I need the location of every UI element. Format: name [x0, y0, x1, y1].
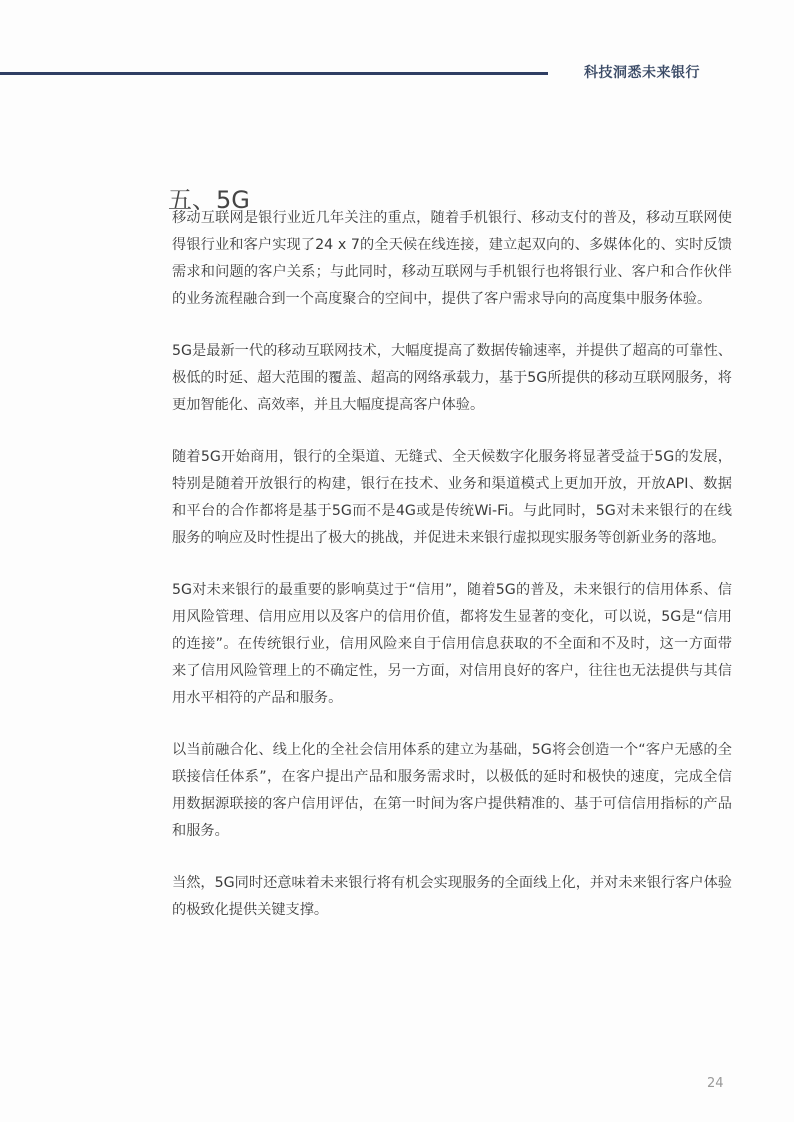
- paragraph: 以当前融合化、线上化的全社会信用体系的建立为基础，5G将会创造一个“客户无感的全联接信任体系”，在客户提出产品和服务需求时，以极低的延时和极快的速度，完成全信用数据源联接的客户信用评估，在第一时间为客户提供精准的、基于可信信用指标的产品和服务。: [172, 742, 732, 839]
- paragraph: 移动互联网是银行业近几年关注的重点，随着手机银行、移动支付的普及，移动互联网使得银行业和客户实现了24 x 7的全天候在线连接，建立起双向的、多媒体化的、实时反馈需求和问题的客户关系；与此同时，移动互联网与手机银行也将银行业、客户和合作伙伴的业务流程融合到一个高度聚合的空间中，提供了客户需求导向的高度集中服务体验。: [172, 210, 732, 307]
- paragraph: 随着5G开始商用，银行的全渠道、无缝式、全天候数字化服务将显著受益于5G的发展，特别是随着开放银行的构建，银行在技术、业务和渠道模式上更加开放，开放API、数据和平台的合作都将是基于5G而不是4G或是传统Wi-Fi。与此同时，5G对未来银行的在线服务的响应及时性提出了极大的挑战，并促进未来银行虚拟现实服务等创新业务的落地。: [172, 449, 732, 546]
- paragraph: 当然，5G同时还意味着未来银行将有机会实现服务的全面线上化，并对未来银行客户体验的极致化提供关键支撑。: [172, 875, 732, 918]
- page-number: 24: [707, 1076, 724, 1091]
- body-content: [172, 205, 732, 949]
- header-rule: [0, 72, 548, 75]
- paragraph: 5G是最新一代的移动互联网技术，大幅度提高了数据传输速率，并提供了超高的可靠性、极低的时延、超大范围的覆盖、超高的网络承载力，基于5G所提供的移动互联网服务，将更加智能化、高效率，并且大幅度提高客户体验。: [172, 343, 732, 413]
- section-title: 五、5G: [168, 185, 250, 214]
- paragraph: 5G对未来银行的最重要的影响莫过于“信用”，随着5G的普及，未来银行的信用体系、信用风险管理、信用应用以及客户的信用价值，都将发生显著的变化，可以说，5G是“信用的连接”。在传统银行业，信用风险来自于信用信息获取的不全面和不及时，这一方面带来了信用风险管理上的不确定性，另一方面，对信用良好的客户，往往也无法提供与其信用水平相符的产品和服务。: [172, 582, 732, 706]
- running-header-title: 科技洞悉未来银行: [584, 65, 700, 81]
